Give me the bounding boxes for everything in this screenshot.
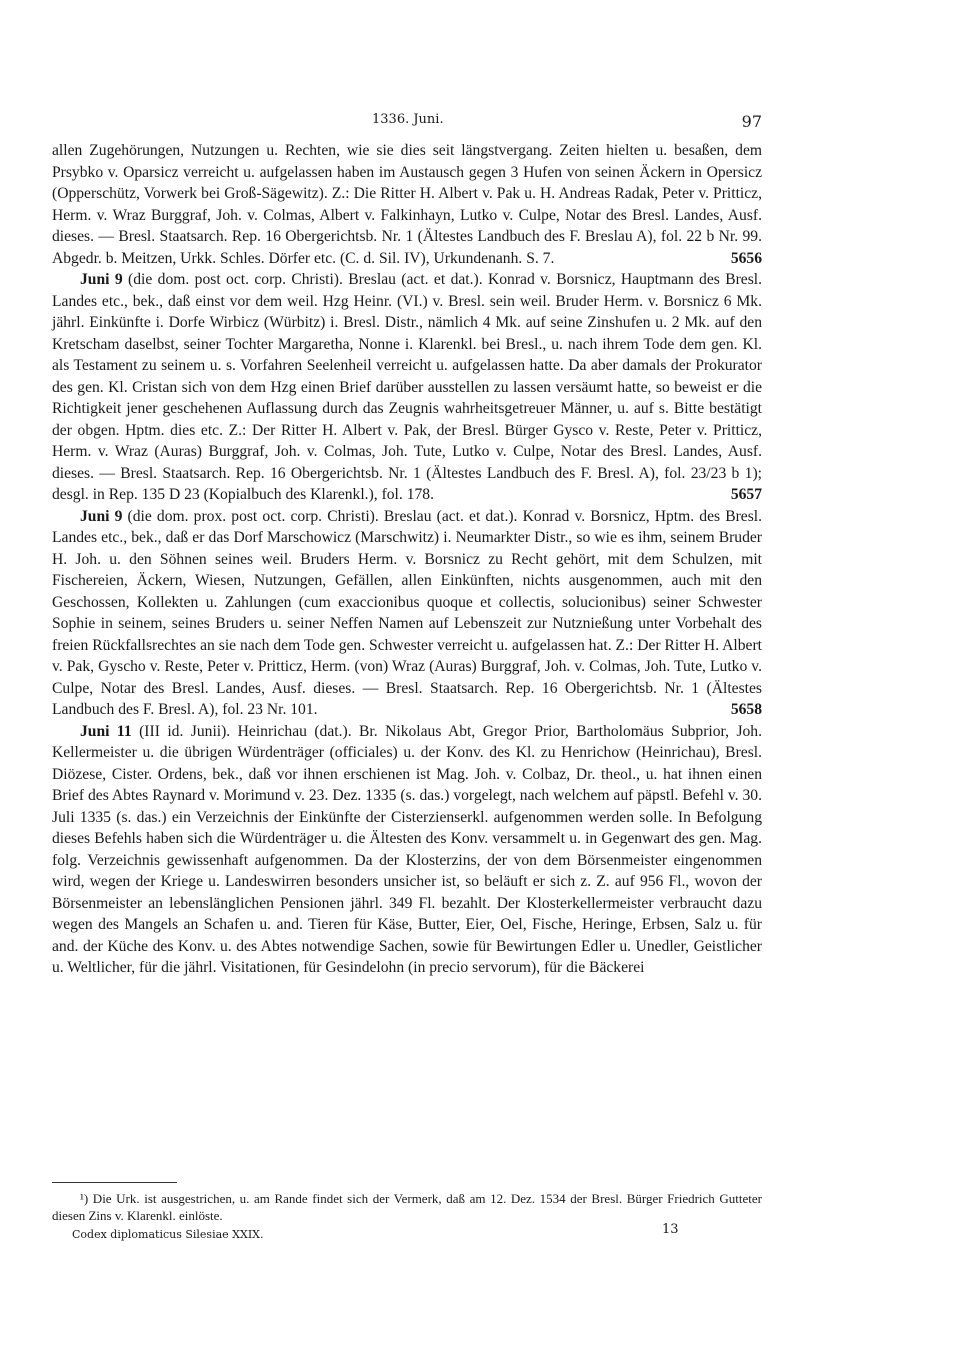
footnote-rule bbox=[52, 1182, 177, 1183]
paragraph-text: (die dom. prox. post oct. corp. Christi). Breslau (act. et dat.). Konrad v. Borsnicz, Hptm. des Bresl. Landes etc., bek., daß er das Dorf Marschowicz (Marschwitz) i. Neumarkter Distr., so wie es ihm, seinem Bruder H. Joh. u. den Söhnen seines weil. Bruders Herm. v. Borsnicz zu Recht gehört, mit dem Schulzen, mit Fischereien, Äckern, Wiesen, Nutzungen, Gefällen, allen Einkünften, nichts ausgenommen, auch mit den Geschossen, Kollekten u. Zahlungen (cum exaccionibus quoque et collectis, solucionibus) seiner Schwester Sophie in seinem, seines Bruders u. seiner Neffen Namen auf Lebenszeit zur Nutznießung unter Vorbehalt des freien Rückfallsrechtes an sie nach dem Tode gen. Schwester verreicht u. aufgelassen hat. Z.: Der Ritter H. Albert v. Pak, Gyscho v. Reste, Peter v. Pritticz, Herm. (von) Wraz (Auras) Burggraf, Joh. v. Colmas, Joh. Tute, Lutko v. Culpe, Notar des Bresl. Landes, Ausf. dieses. — Bresl. Staatsarch. Rep. 16 Obergerichtsb. Nr. 1 (Ältestes Landbuch des F. Bresl. A), fol. 23 Nr. 101. bbox=[52, 507, 763, 718]
entry-date: Juni 9 bbox=[80, 271, 123, 288]
paragraph-text: (die dom. post oct. corp. Christi). Breslau (act. et dat.). Konrad v. Borsnicz, Hauptmann des Bresl. Landes etc., bek., daß einst vor dem weil. Hzg Heinr. (VI.) v. Bresl. sein weil. Bruder Herm. v. Borsnicz 6 Mk. jährl. Einkünfte i. Dorfe Wirbicz (Würbitz) i. Bresl. Distr., nämlich 4 Mk. auf seine Zinshufen u. 2 Mk. auf den Kretscham daselbst, seiner Tochter Margaretha, Nonne i. Klarenkl. bei Bresl., u. nach ihrem Tode dem gen. Kl. als Testament zu seinem u. s. Vorfahren Seelenheil verreicht u. aufgelassen hatte. Da aber damals der Prokurator des gen. Kl. Cristan sich von dem Hzg einen Brief darüber ausstellen zu lassen versäumt hatte, so beweist er die Richtigkeit jener geschehenen Auflassung durch das Zeugnis wahrheitsgetreuer Männer, u. auf s. Bitte bestätigt der obgen. Hptm. dies etc. Z.: Der Ritter H. Albert v. Pak, der Bresl. Bürger Gysco v. Reste, Peter v. Pritticz, Herm. v. Wraz (Auras) Burggraf, Joh. v. Colmas, Joh. Tute, Lutko v. Culpe, Notar des Bresl. Landes, Ausf. dieses. — Bresl. Staatsarch. Rep. 16 Obergerichtsb. Nr. 1 (Ältestes Landbuch des F. Bresl. A), fol. 23/23 b 1); desgl. in Rep. 135 D 23 (Kopialbuch des Klarenkl.), fol. 178. bbox=[52, 271, 763, 503]
entry-date: Juni 11 bbox=[80, 722, 132, 740]
footnote-text: ¹) Die Urk. ist ausgestrichen, u. am Rande findet sich der Vermerk, daß am 12. Dez. 1534 der Bresl. Bürger Friedrich Gutteter diesen Zins v. Klarenkl. einlöste. bbox=[52, 1191, 762, 1223]
sheet-number: 13 bbox=[662, 1222, 679, 1237]
entry-date: Juni 9 bbox=[80, 507, 123, 525]
document-number: 5657 bbox=[730, 486, 762, 503]
page-number: 97 bbox=[741, 112, 762, 131]
paragraph-text: allen Zugehörungen, Nutzungen u. Rechten, wie sie dies seit längstvergang. Zeiten hielten u. besaßen, dem Prsybko v. Oparsicz verreicht u. aufgelassen haben im Austausch gegen 3 Hufen von seinen Äckern in Opersicz (Opperschütz, Vorwerk bei Groß-Sägewitz). Z.: Die Ritter H. Albert v. Pak u. H. Andreas Radak, Peter v. Pritticz, Herm. v. Wraz Burggraf, Joh. v. Colmas, Albert v. Falkinhayn, Lutko v. Culpe, Notar des Bresl. Landes, Ausf. dieses. — Bresl. Staatsarch. Rep. 16 Obergerichtsb. Nr. 1 (Ältestes Landbuch des F. Breslau A), fol. 22 b Nr. 99. Abgedr. b. Meitzen, Urkk. Schles. Dörfer etc. (C. d. Sil. IV), Urkundenanh. S. 7. bbox=[52, 142, 762, 267]
paragraph-entry bbox=[52, 721, 762, 979]
running-head: 1336. Juni. bbox=[372, 112, 444, 127]
footnote bbox=[52, 1190, 762, 1224]
document-number: 5658 bbox=[730, 701, 762, 718]
paragraph-entry bbox=[52, 506, 762, 721]
paragraph-continuation bbox=[52, 140, 762, 269]
paragraph-text: (III id. Junii). Heinrichau (dat.). Br. Nikolaus Abt, Gregor Prior, Bartholomäus Subprior, Joh. Kellermeister u. die übrigen Würdenträger (officiales) u. der Konv. des Kl. zu Henrichow (Heinrichau), Bresl. Diözese, Cister. Ordens, bek., daß vor ihnen erschienen ist Mag. Joh. v. Colbaz, Dr. theol., u. hat ihnen einen Brief des Abtes Raynard v. Morimund v. 23. Dez. 1335 (s. das.) vorgelegt, nach welchem auf päpstl. Befehl v. 30. Juli 1335 (s. das.) ein Verzeichnis der Einkünfte der Cisterzienserkl. aufgenommen werden solle. In Befolgung dieses Befehls haben sich die Würdenträger u. die Ältesten des Konv. versammelt u. in Gegenwart des gen. Mag. folg. Verzeichnis gewissenhaft aufgenommen. Da der Klosterzins, der von dem Börsenmeister eingenommen wird, wegen der Kriege u. Landeswirren besonders unsicher ist, so beläuft er sich z. Z. auf 956 Fl., wovon der Börsenmeister an lebenslänglichen Pensionen jährl. 349 Fl. bezahlt. Der Klosterkellermeister verbraucht dazu wegen des Mangels an Schafen u. and. Tieren für Käse, Butter, Eier, Oel, Fische, Heringe, Erbsen, Salz u. für and. der Küche des Konv. u. des Abtes notwendige Sachen, sowie für Bewirtungen Edler u. Unedler, Geistlicher u. Weltlicher, für die jährl. Visitationen, für Gesindelohn (in precio servorum), für die Bäckerei bbox=[52, 722, 762, 976]
document-number: 5656 bbox=[730, 249, 762, 267]
page-header bbox=[52, 112, 762, 136]
signature-label: Codex diplomaticus Silesiae XXIX. bbox=[72, 1228, 264, 1241]
document-body bbox=[52, 140, 762, 979]
paragraph-entry bbox=[52, 269, 762, 506]
